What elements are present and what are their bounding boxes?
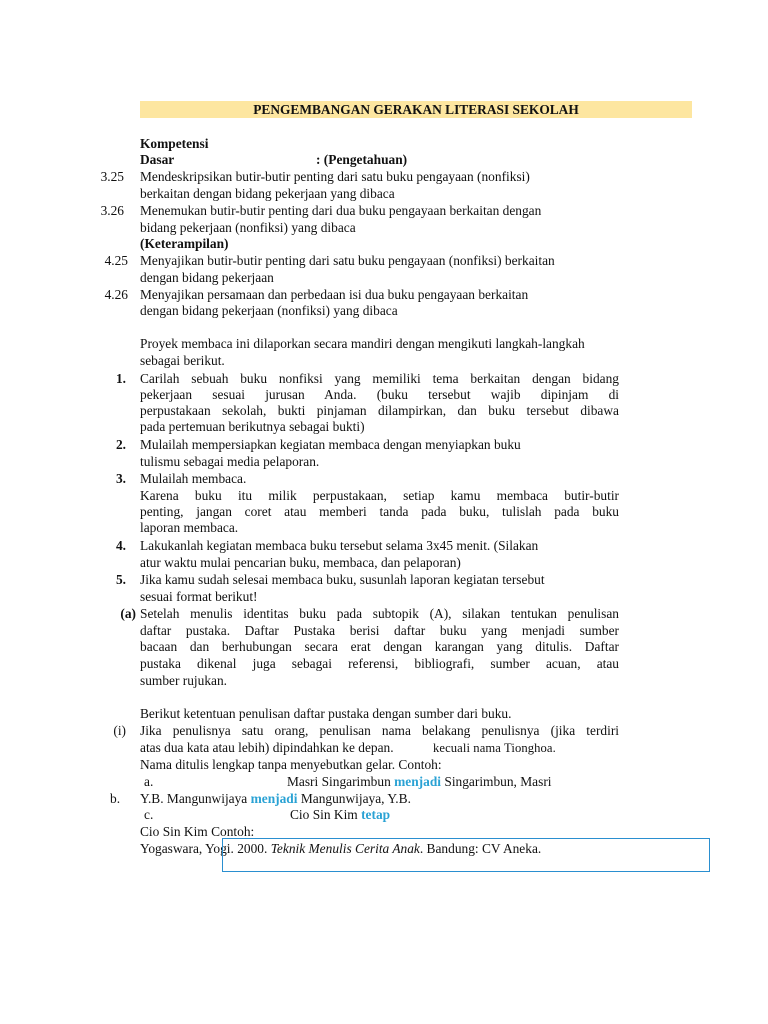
step-line: Lakukanlah kegiatan membaca buku tersebut selama 3x45 menit. (Silakan bbox=[140, 538, 539, 553]
kd-number: 4.26 bbox=[104, 287, 128, 302]
example-result: Mangunwijaya, Y.B. bbox=[300, 791, 411, 806]
step-line: pekerjaan sesuai jurusan Anda. (buku tersebut wajib dipinjam di bbox=[140, 387, 619, 402]
ref-author: Yogaswara, Yogi. 2000. bbox=[140, 841, 268, 856]
step-line: laporan membaca. bbox=[140, 520, 239, 535]
keterampilan-label: (Keterampilan) bbox=[140, 236, 229, 251]
step-line: Jika kamu sudah selesai membaca buku, susunlah laporan kegiatan tersebut bbox=[140, 572, 545, 587]
kd-line: dengan bidang pekerjaan bbox=[140, 270, 274, 285]
example-result: Singarimbun, Masri bbox=[444, 774, 552, 789]
annotation-box[interactable] bbox=[222, 838, 710, 872]
kd-line: bidang pekerjaan (nonfiksi) yang dibaca bbox=[140, 220, 356, 235]
example-connector: menjadi bbox=[394, 774, 442, 789]
rule-line: atas dua kata atau lebih) dipindahkan ke depan. bbox=[140, 740, 394, 755]
step-line: perpustakaan sekolah, bukti pinjaman dilampirkan, dan buku tersebut dibawa bbox=[140, 403, 619, 418]
contoh-label: Contoh: bbox=[211, 824, 255, 839]
step-line: pustaka dikenal juga sebagai referensi, bibliografi, sumber acuan, atau bbox=[140, 656, 619, 671]
step-line: Carilah sebuah buku nonfiksi yang memiliki tema berkaitan dengan bidang bbox=[140, 371, 619, 386]
ref-title: Teknik Menulis Cerita Anak bbox=[270, 841, 420, 856]
step-line: atur waktu mulai pencarian buku, membaca, dan pelaporan) bbox=[140, 555, 461, 570]
step-line: sesuai format berikut! bbox=[140, 589, 258, 604]
kd-line: Menyajikan persamaan dan perbedaan isi dua buku pengayaan berkaitan bbox=[140, 287, 529, 302]
page-title: PENGEMBANGAN GERAKAN LITERASI SEKOLAH bbox=[253, 102, 579, 117]
step-line: penting, jangan coret atau memberi tanda pada buku, tulislah pada buku bbox=[140, 504, 619, 519]
step-line: sumber rujukan. bbox=[140, 673, 228, 688]
step-line: Karena buku itu milik perpustakaan, setiap kamu membaca butir-butir bbox=[140, 488, 619, 503]
kd-line: Menemukan butir-butir penting dari dua buku pengayaan berkaitan dengan bbox=[140, 203, 542, 218]
kd-line: dengan bidang pekerjaan (nonfiksi) yang dibaca bbox=[140, 303, 398, 318]
example-connector: menjadi bbox=[250, 791, 298, 806]
example-connector: tetap bbox=[361, 807, 391, 822]
example-label: a. bbox=[144, 774, 154, 789]
example-name: Masri Singarimbun bbox=[287, 774, 391, 789]
kompetensi-label: Kompetensi bbox=[140, 136, 209, 151]
step-line: daftar pustaka. Daftar Pustaka berisi daftar buku yang menjadi sumber bbox=[140, 623, 619, 638]
step-number: 3. bbox=[115, 471, 126, 486]
example-label: b. bbox=[110, 791, 121, 806]
rule-line: Jika penulisnya satu orang, penulisan nama belakang penulisnya (jika terdiri bbox=[140, 723, 619, 738]
dasar-label: Dasar bbox=[140, 152, 175, 167]
rule-line: kecuali nama Tionghoa. bbox=[433, 741, 556, 755]
ref-publisher: . Bandung: CV Aneka. bbox=[419, 841, 542, 856]
step-line: bacaan dan berhubungan secara erat dengan karangan yang ditulis. Daftar bbox=[140, 639, 619, 654]
kd-line: Mendeskripsikan butir-butir penting dari satu buku pengayaan (nonfiksi) bbox=[140, 169, 530, 184]
example-a bbox=[287, 774, 552, 790]
example-name: Cio Sin Kim bbox=[290, 807, 358, 822]
kd-number: 4.25 bbox=[104, 253, 128, 268]
rule-line: Nama ditulis lengkap tanpa menyebutkan gelar. Contoh: bbox=[140, 757, 442, 772]
example-label: c. bbox=[144, 807, 154, 822]
step-number: (a) bbox=[120, 606, 136, 621]
kd-number: 3.26 bbox=[100, 203, 124, 218]
title-bar bbox=[140, 101, 692, 118]
example-c bbox=[290, 807, 390, 823]
example-name: Y.B. Mangunwijaya bbox=[140, 791, 248, 806]
rule-number: (i) bbox=[113, 723, 126, 738]
step-number: 1. bbox=[115, 371, 126, 386]
step-number: 2. bbox=[115, 437, 126, 452]
intro-line: Proyek membaca ini dilaporkan secara mandiri dengan mengikuti langkah-langkah bbox=[140, 336, 585, 351]
kd-line: Menyajikan butir-butir penting dari satu buku pengayaan (nonfiksi) berkaitan bbox=[140, 253, 555, 268]
step-line: Setelah menulis identitas buku pada subtopik (A), silakan tentukan penulisan bbox=[140, 606, 619, 621]
step-number: 4. bbox=[115, 538, 126, 553]
example-result: Cio Sin Kim bbox=[140, 824, 208, 839]
step-line: Mulailah membaca. bbox=[140, 471, 247, 486]
step-line: pada pertemuan berikutnya sebagai bukti) bbox=[140, 419, 365, 434]
step-line: Mulailah mempersiapkan kegiatan membaca dengan menyiapkan buku bbox=[140, 437, 521, 452]
step-number: 5. bbox=[115, 572, 126, 587]
pengetahuan-label: : (Pengetahuan) bbox=[316, 152, 408, 167]
example-b bbox=[140, 791, 411, 807]
intro-line: sebagai berikut. bbox=[140, 353, 225, 368]
step-line: tulismu sebagai media pelaporan. bbox=[140, 454, 320, 469]
ketentuan-text: Berikut ketentuan penulisan daftar pustaka dengan sumber dari buku. bbox=[140, 706, 512, 721]
kd-line: berkaitan dengan bidang pekerjaan yang dibaca bbox=[140, 186, 395, 201]
kd-number: 3.25 bbox=[100, 169, 124, 184]
